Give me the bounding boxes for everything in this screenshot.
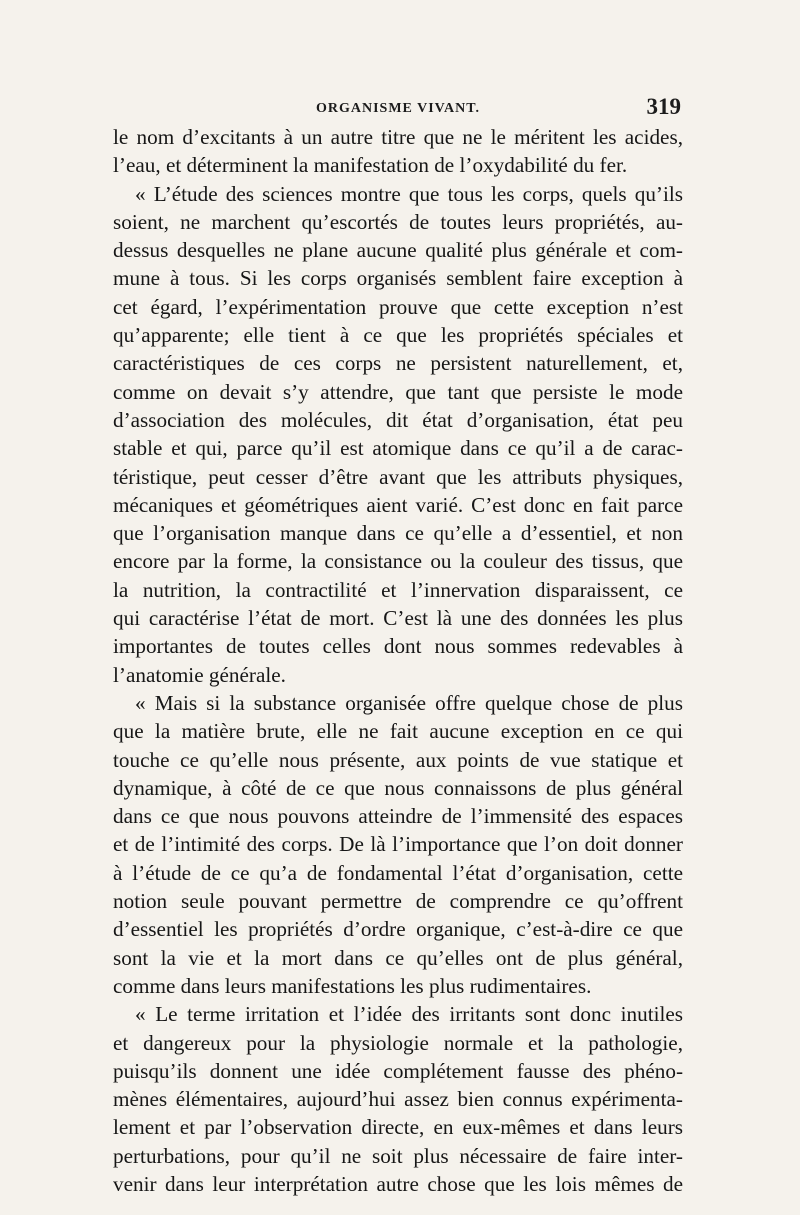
text-line: qui caractérise l’état de mort. C’est là une des données les plus [113,606,683,631]
text-line: sont la vie et la mort dans ce qu’elles ont de plus général, [113,945,683,970]
text-line: mènes élémentaires, aujourd’hui assez bien connus expérimenta- [113,1087,683,1112]
text-line: cet égard, l’expérimentation prouve que cette exception n’est [113,294,683,319]
page-header [115,96,681,120]
text-line: dynamique, à côté de ce que nous connaissons de plus général [113,775,683,800]
text-line: téristique, peut cesser d’être avant que les attributs physiques, [113,464,683,489]
text-line: l’anatomie générale. [113,662,286,687]
text-line: encore par la forme, la consistance ou la couleur des tissus, que [113,549,683,574]
text-line: d’association des molécules, dit état d’organisation, état peu [113,407,683,432]
page-number: 319 [646,94,681,119]
text-line: le nom d’excitants à un autre titre que ne le méritent les acides, [113,125,683,149]
text-line: « L’étude des sciences montre que tous les corps, quels qu’ils [135,181,683,206]
text-line: que la matière brute, elle ne fait aucune exception en ce qui [113,719,683,744]
text-line: touche ce qu’elle nous présente, aux points de vue statique et [113,747,683,772]
text-line: dessus desquelles ne plane aucune qualité plus générale et com- [113,238,683,263]
text-line: qu’apparente; elle tient à ce que les propriétés spéciales et [113,323,683,348]
text-line: puisqu’ils donnent une idée complétement fausse des phéno- [113,1058,683,1083]
text-line: la nutrition, la contractilité et l’innervation disparaissent, ce [113,577,683,602]
text-line: notion seule pouvant permettre de comprendre ce qu’offrent [113,889,683,914]
text-line: venir dans leur interprétation autre chose que les lois mêmes de [113,1171,683,1196]
text-line: et dangereux pour la physiologie normale et la pathologie, [113,1030,683,1055]
text-line: à l’étude de ce qu’a de fondamental l’état d’organisation, cette [113,860,683,885]
running-title: ORGANISME VIVANT. [315,101,481,116]
text-line: perturbations, pour qu’il ne soit plus nécessaire de faire inter- [113,1143,683,1168]
text-line: comme on devait s’y attendre, que tant que persiste le mode [113,379,683,404]
text-line: soient, ne marchent qu’escortés de toutes leurs propriétés, au- [113,209,683,234]
text-line: dans ce que nous pouvons atteindre de l’immensité des espaces [113,804,683,829]
text-line: stable et qui, parce qu’il est atomique dans ce qu’il a de carac- [113,436,683,461]
text-line: l’eau, et déterminent la manifestation de l’oxydabilité du fer. [113,153,628,178]
text-line: lement et par l’observation directe, en eux-mêmes et dans leurs [113,1115,683,1140]
text-line: caractéristiques de ces corps ne persistent naturellement, et, [113,351,683,376]
text-line: « Mais si la substance organisée offre quelque chose de plus [135,690,683,715]
text-line: mécaniques et géométriques aient varié. C’est donc en fait parce [113,492,683,517]
text-line: « Le terme irritation et l’idée des irritants sont donc inutiles [135,1002,683,1027]
text-line: que l’organisation manque dans ce qu’elle a d’essentiel, et non [113,521,683,546]
text-line: d’essentiel les propriétés d’ordre organique, c’est-à-dire ce que [113,917,683,942]
text-line: importantes de toutes celles dont nous sommes redevables à [113,634,683,659]
body-text [113,123,683,1198]
text-line: mune à tous. Si les corps organisés semblent faire exception à [113,266,683,291]
text-line: comme dans leurs manifestations les plus rudimentaires. [113,973,592,998]
text-line: et de l’intimité des corps. De là l’importance que l’on doit donner [113,832,683,857]
